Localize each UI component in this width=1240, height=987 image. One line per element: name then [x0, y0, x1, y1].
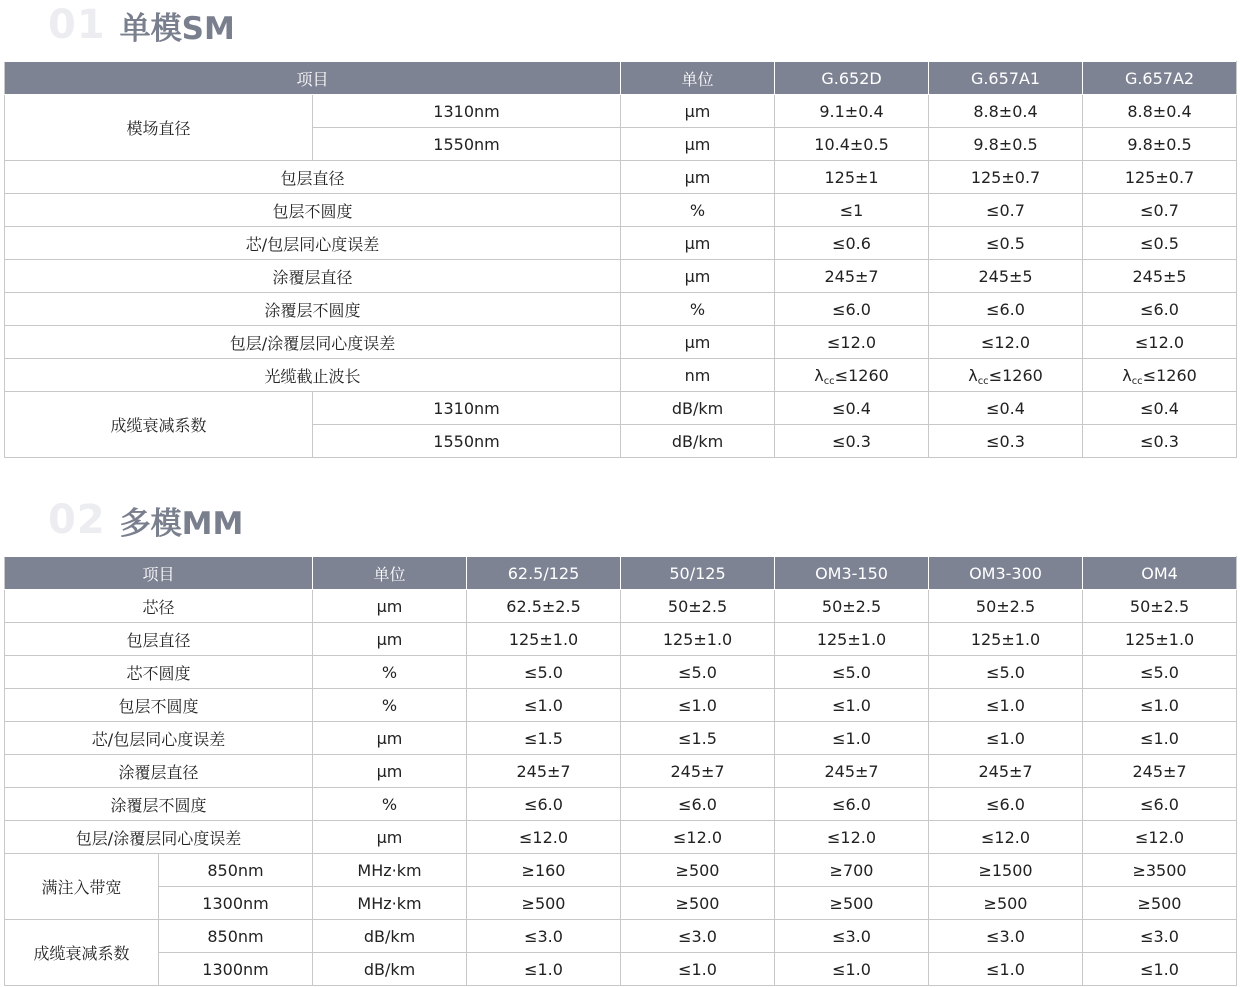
value-cell: 245±7 [929, 755, 1083, 788]
value-cell: 125±0.7 [929, 161, 1083, 194]
value-cell: ≤0.7 [1083, 194, 1237, 227]
table-row [5, 194, 1237, 227]
value-cell: ≤12.0 [929, 821, 1083, 854]
value-cell: 125±1.0 [929, 623, 1083, 656]
row-label: 包层直径 [5, 161, 621, 194]
value-cell: ≤3.0 [467, 920, 621, 953]
value-cell: ≤1.5 [467, 722, 621, 755]
row-sub-label: 1310nm [313, 95, 621, 128]
value-cell: 9.8±0.5 [1083, 128, 1237, 161]
value-cell: ≥3500 [1083, 854, 1237, 887]
value-cell: ≤0.6 [775, 227, 929, 260]
table-row [5, 689, 1237, 722]
value-cell: ≤0.4 [1083, 392, 1237, 425]
value-cell: 50±2.5 [1083, 590, 1237, 623]
row-sub-label: 1300nm [159, 887, 313, 920]
value-cell: ≤5.0 [467, 656, 621, 689]
value-cell: ≤3.0 [1083, 920, 1237, 953]
row-sub-label: 1310nm [313, 392, 621, 425]
lambda-symbol: λ [968, 365, 978, 385]
unit-cell: dB/km [621, 425, 775, 458]
unit-cell: % [313, 788, 467, 821]
unit-cell: dB/km [621, 392, 775, 425]
value-cell: 50±2.5 [621, 590, 775, 623]
header-item: 项目 [5, 557, 313, 590]
value-cell: ≤1 [775, 194, 929, 227]
unit-cell: μm [313, 590, 467, 623]
unit-cell: μm [621, 260, 775, 293]
value-cell: ≤1.0 [621, 689, 775, 722]
row-label: 光缆截止波长 [5, 359, 621, 392]
header-fiber-type: OM3-300 [929, 557, 1083, 590]
value-cell: 245±7 [775, 755, 929, 788]
unit-cell: μm [621, 128, 775, 161]
table-row [5, 326, 1237, 359]
row-label: 包层不圆度 [5, 194, 621, 227]
value-cell: ≤5.0 [1083, 656, 1237, 689]
value-cell: ≥500 [621, 887, 775, 920]
value-cell: 10.4±0.5 [775, 128, 929, 161]
row-label: 涂覆层直径 [5, 260, 621, 293]
value-cell: ≥500 [775, 887, 929, 920]
table-row [5, 821, 1237, 854]
table-row [5, 656, 1237, 689]
value-cell: ≤6.0 [467, 788, 621, 821]
value-cell: 62.5±2.5 [467, 590, 621, 623]
value-cell: ≤12.0 [929, 326, 1083, 359]
row-label: 包层/涂覆层同心度误差 [5, 326, 621, 359]
value-cell [1083, 359, 1237, 392]
row-label: 涂覆层直径 [5, 755, 313, 788]
value-cell: ≤6.0 [929, 293, 1083, 326]
value-cell: 245±7 [621, 755, 775, 788]
unit-cell: μm [313, 821, 467, 854]
value-text: ≤1260 [1142, 365, 1197, 385]
value-cell: ≤1.0 [929, 722, 1083, 755]
unit-cell: % [621, 293, 775, 326]
value-cell: ≤1.0 [467, 953, 621, 986]
value-cell: ≤1.0 [775, 689, 929, 722]
table-row [5, 260, 1237, 293]
table-row [5, 392, 1237, 425]
row-label: 芯径 [5, 590, 313, 623]
value-cell: ≤12.0 [621, 821, 775, 854]
unit-cell: μm [621, 326, 775, 359]
value-cell: 245±7 [467, 755, 621, 788]
header-item: 项目 [5, 62, 621, 95]
value-cell: 125±1.0 [1083, 623, 1237, 656]
table-row [5, 359, 1237, 392]
unit-cell: % [313, 689, 467, 722]
table-row [5, 161, 1237, 194]
lambda-symbol: λ [814, 365, 824, 385]
value-cell: ≤1.0 [467, 689, 621, 722]
value-cell: ≤1.0 [775, 722, 929, 755]
value-cell: 9.8±0.5 [929, 128, 1083, 161]
value-cell: 125±1.0 [621, 623, 775, 656]
value-cell: ≤1.0 [775, 953, 929, 986]
unit-cell: μm [621, 227, 775, 260]
header-fiber-type: 62.5/125 [467, 557, 621, 590]
unit-cell: dB/km [313, 920, 467, 953]
row-label: 成缆衰减系数 [5, 920, 159, 986]
value-cell: ≤6.0 [929, 788, 1083, 821]
value-cell: 50±2.5 [929, 590, 1083, 623]
value-cell: ≤0.3 [775, 425, 929, 458]
header-fiber-type: G.652D [775, 62, 929, 95]
row-label: 包层不圆度 [5, 689, 313, 722]
value-cell: ≤1.0 [929, 953, 1083, 986]
row-label: 成缆衰减系数 [5, 392, 313, 458]
value-cell: ≤6.0 [775, 293, 929, 326]
value-cell: ≤0.4 [929, 392, 1083, 425]
value-cell: ≤3.0 [621, 920, 775, 953]
value-cell: ≤0.3 [929, 425, 1083, 458]
value-cell: ≥700 [775, 854, 929, 887]
row-label: 模场直径 [5, 95, 313, 161]
row-label: 涂覆层不圆度 [5, 788, 313, 821]
value-cell: ≤1.0 [1083, 689, 1237, 722]
value-cell: ≥500 [621, 854, 775, 887]
header-fiber-type: OM3-150 [775, 557, 929, 590]
header-unit: 单位 [313, 557, 467, 590]
value-cell: ≤1.0 [621, 953, 775, 986]
value-text: ≤1260 [834, 365, 889, 385]
table-row [5, 920, 1237, 953]
value-cell: ≤6.0 [775, 788, 929, 821]
value-cell: ≥500 [1083, 887, 1237, 920]
value-cell: 245±5 [929, 260, 1083, 293]
value-cell: ≤0.5 [929, 227, 1083, 260]
header-fiber-type: OM4 [1083, 557, 1237, 590]
value-cell: ≤0.5 [1083, 227, 1237, 260]
value-cell: ≤0.3 [1083, 425, 1237, 458]
lambda-subscript: cc [1131, 375, 1143, 387]
unit-cell: dB/km [313, 953, 467, 986]
row-sub-label: 850nm [159, 920, 313, 953]
unit-cell: % [621, 194, 775, 227]
value-cell: ≤3.0 [929, 920, 1083, 953]
row-label: 芯/包层同心度误差 [5, 227, 621, 260]
value-cell: 245±7 [1083, 755, 1237, 788]
value-cell: ≤0.4 [775, 392, 929, 425]
value-cell: ≤1.0 [929, 689, 1083, 722]
table-row [5, 590, 1237, 623]
value-cell: ≤12.0 [775, 326, 929, 359]
section-heading: 单模SM [119, 10, 235, 47]
value-cell: ≥160 [467, 854, 621, 887]
row-label: 芯不圆度 [5, 656, 313, 689]
unit-cell: MHz·km [313, 854, 467, 887]
value-cell: ≤6.0 [1083, 293, 1237, 326]
unit-cell: μm [313, 755, 467, 788]
unit-cell: μm [313, 722, 467, 755]
unit-cell: MHz·km [313, 887, 467, 920]
header-fiber-type: G.657A1 [929, 62, 1083, 95]
lambda-subscript: cc [823, 375, 835, 387]
value-cell: ≤12.0 [467, 821, 621, 854]
row-label: 芯/包层同心度误差 [5, 722, 313, 755]
value-cell: ≥1500 [929, 854, 1083, 887]
unit-cell: μm [313, 623, 467, 656]
value-cell: ≤5.0 [621, 656, 775, 689]
value-cell: ≤12.0 [1083, 326, 1237, 359]
value-cell: 125±1 [775, 161, 929, 194]
value-cell: ≤6.0 [1083, 788, 1237, 821]
section-number: 01 [48, 2, 106, 48]
table-row [5, 722, 1237, 755]
table-row [5, 95, 1237, 128]
value-cell: 125±1.0 [467, 623, 621, 656]
header-unit: 单位 [621, 62, 775, 95]
header-fiber-type: G.657A2 [1083, 62, 1237, 95]
row-sub-label: 1550nm [313, 128, 621, 161]
table-row [5, 953, 1237, 986]
table-row [5, 788, 1237, 821]
table-row [5, 623, 1237, 656]
multi-mode-spec-table [4, 556, 1237, 986]
value-cell: ≤5.0 [775, 656, 929, 689]
row-sub-label: 1300nm [159, 953, 313, 986]
row-label: 包层直径 [5, 623, 313, 656]
value-cell: 125±1.0 [775, 623, 929, 656]
lambda-subscript: cc [977, 375, 989, 387]
unit-cell: μm [621, 161, 775, 194]
value-text: ≤1260 [988, 365, 1043, 385]
row-label: 包层/涂覆层同心度误差 [5, 821, 313, 854]
row-sub-label: 1550nm [313, 425, 621, 458]
value-cell: ≤3.0 [775, 920, 929, 953]
table-row [5, 227, 1237, 260]
value-cell: 8.8±0.4 [929, 95, 1083, 128]
table-row [5, 293, 1237, 326]
section-title-mm [48, 495, 243, 545]
table-row [5, 854, 1237, 887]
section-number: 02 [48, 497, 106, 543]
table-row [5, 755, 1237, 788]
table-header-row [5, 62, 1237, 95]
value-cell [775, 359, 929, 392]
unit-cell: μm [621, 95, 775, 128]
value-cell: ≥500 [929, 887, 1083, 920]
value-cell: ≤1.0 [1083, 953, 1237, 986]
header-fiber-type: 50/125 [621, 557, 775, 590]
row-sub-label: 850nm [159, 854, 313, 887]
value-cell: 125±0.7 [1083, 161, 1237, 194]
table-row [5, 887, 1237, 920]
value-cell [929, 359, 1083, 392]
value-cell: ≤12.0 [1083, 821, 1237, 854]
value-cell: ≤5.0 [929, 656, 1083, 689]
value-cell: 9.1±0.4 [775, 95, 929, 128]
value-cell: ≤0.7 [929, 194, 1083, 227]
value-cell: ≤12.0 [775, 821, 929, 854]
value-cell: ≤6.0 [621, 788, 775, 821]
single-mode-spec-table [4, 61, 1237, 458]
value-cell: ≤1.5 [621, 722, 775, 755]
value-cell: ≥500 [467, 887, 621, 920]
value-cell: ≤1.0 [1083, 722, 1237, 755]
value-cell: 245±7 [775, 260, 929, 293]
unit-cell: nm [621, 359, 775, 392]
value-cell: 50±2.5 [775, 590, 929, 623]
row-label: 涂覆层不圆度 [5, 293, 621, 326]
table-header-row [5, 557, 1237, 590]
row-label: 满注入带宽 [5, 854, 159, 920]
lambda-symbol: λ [1122, 365, 1132, 385]
unit-cell: % [313, 656, 467, 689]
section-title-sm [48, 0, 235, 50]
section-heading: 多模MM [119, 505, 244, 542]
value-cell: 8.8±0.4 [1083, 95, 1237, 128]
value-cell: 245±5 [1083, 260, 1237, 293]
